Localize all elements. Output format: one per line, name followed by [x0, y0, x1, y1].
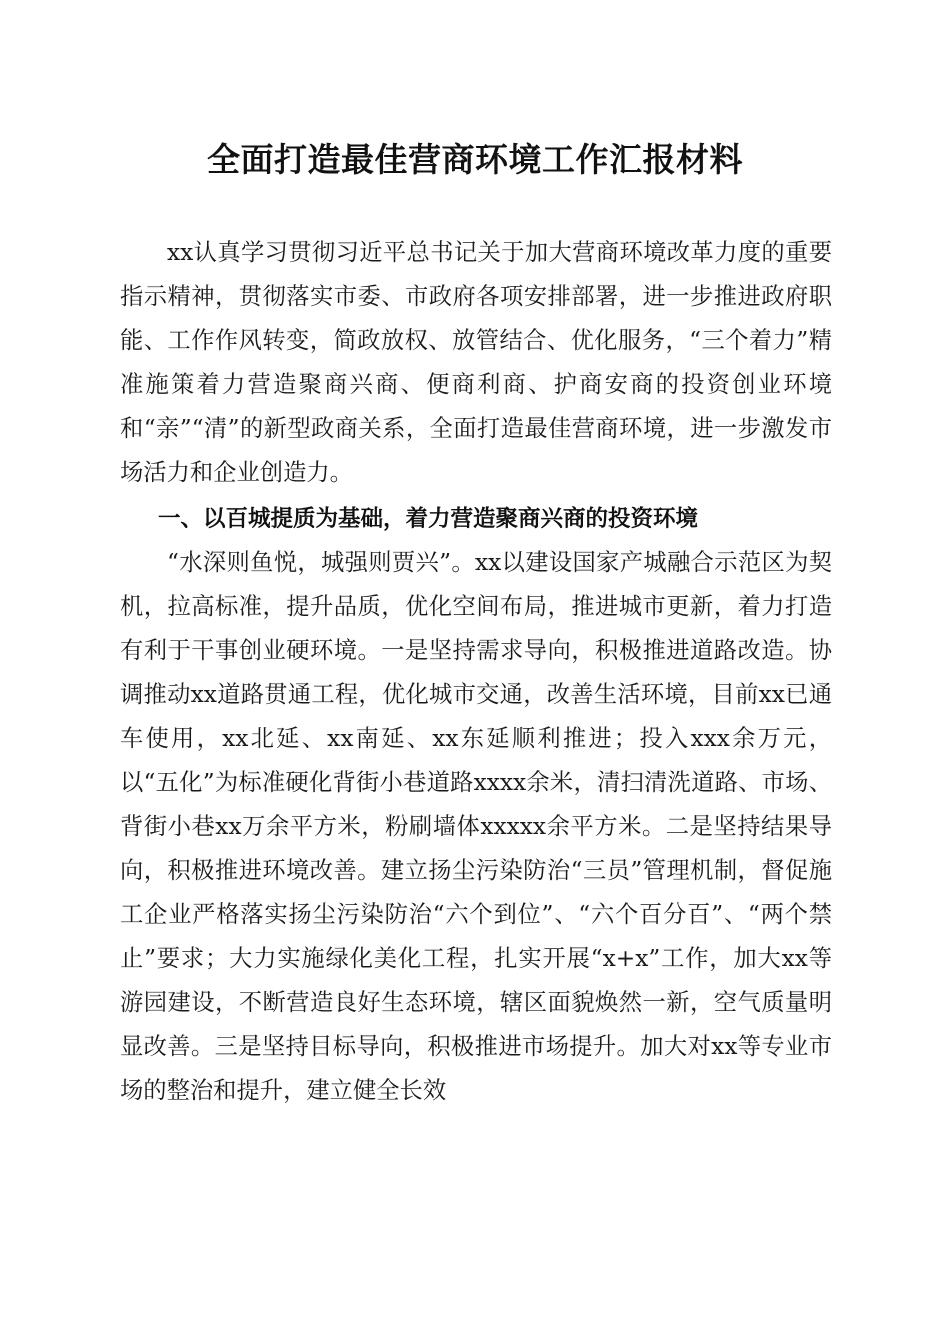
document-title: 全面打造最佳营商环境工作汇报材料 — [207, 140, 743, 179]
section-1-paragraph: “水深则鱼悦，城强则贾兴”。xx以建设国家产城融合示范区为契机，拉高标准，提升品质，优化空间布局，推进城市更新，着力打造有利于干事创业硬环境。一是坚持需求导向，积极推进道路改造。协调推动xx道路贯通工程，优化城市交通，改善生活环境，目前xx已通车使用，xx北延、xx南延、xx东延顺利推进；投入xxx余万元，以“五化”为标准硬化背街小巷道路xxxx余米，清扫清洗道路、市场、背街小巷xx万余平方米，粉刷墙体xxxxx余平方米。二是坚持结果导向，积极推进环境改善。建立扬尘污染防治“三员”管理机制，督促施工企业严格落实扬尘污染防治“六个到位”、“六个百分百”、“两个禁止”要求；大力实施绿化美化工程，扎实开展“x+x”工作，加大xx等游园建设，不断营造良好生态环境，辖区面貌焕然一新，空气质量明显改善。三是坚持目标导向，积极推进市场提升。加大对xx等专业市场的整治和提升，建立健全长效 — [120, 549, 832, 1104]
section-1-heading: 一、以百城提质为基础，着力营造聚商兴商的投资环境 — [158, 506, 699, 532]
intro-paragraph: xx认真学习贯彻习近平总书记关于加大营商环境改革力度的重要指示精神，贯彻落实市委、市政府各项安排部署，进一步推进政府职能、工作作风转变，简政放权、放管结合、优化服务，“三个着力”精准施策着力营造聚商兴商、便商利商、护商安商的投资创业环境和“亲”“清”的新型政商关系，全面打造最佳营商环境，进一步激发市场活力和企业创造力。 — [120, 239, 832, 486]
